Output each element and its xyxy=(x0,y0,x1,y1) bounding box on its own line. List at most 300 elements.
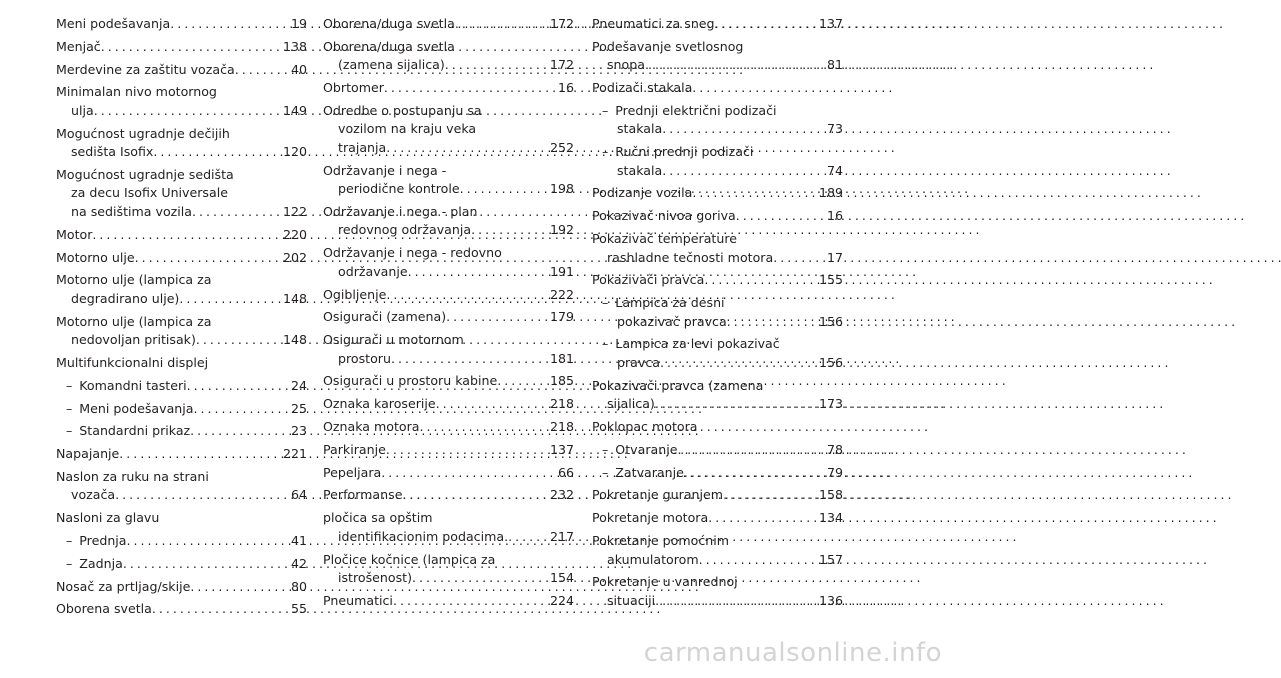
dot-leader xyxy=(402,486,544,505)
index-column-2 xyxy=(323,15,574,615)
index-entry-line xyxy=(602,294,843,313)
index-entry xyxy=(592,509,843,528)
index-entry-line xyxy=(592,395,843,414)
index-entry-title: prostoru xyxy=(338,350,391,366)
dot-leader xyxy=(381,464,552,483)
index-entry-line xyxy=(56,354,307,373)
page-number[interactable]: 181 xyxy=(549,350,574,366)
index-entry xyxy=(592,532,843,569)
page-number[interactable]: 158 xyxy=(818,487,843,503)
dot-leader xyxy=(190,422,285,441)
dot-leader xyxy=(170,15,285,34)
index-entry xyxy=(56,578,307,597)
dot-leader xyxy=(127,532,285,551)
index-entry-title: Pokazivač temperature xyxy=(592,231,738,247)
page-number[interactable]: 122 xyxy=(282,203,307,219)
dot-leader xyxy=(92,226,277,245)
page-number[interactable]: 148 xyxy=(282,290,307,306)
index-entry-title: Napajanje xyxy=(56,446,120,462)
index-entry-line xyxy=(323,509,574,528)
index-subentry xyxy=(592,441,843,460)
index-entry-title: Mogućnost ugradnje dečijih xyxy=(56,125,230,141)
dot-leader xyxy=(94,102,277,121)
index-entry xyxy=(592,184,843,203)
page-number[interactable]: 40 xyxy=(290,61,307,77)
page-number[interactable]: 217 xyxy=(549,528,574,544)
index-entry-line xyxy=(592,56,843,75)
index-entry-line xyxy=(66,532,307,551)
index-entry-line xyxy=(323,139,574,158)
index-entry xyxy=(592,79,843,98)
index-entry-line xyxy=(592,79,843,98)
index-entry xyxy=(323,308,574,327)
index-entry xyxy=(592,573,843,610)
page-number[interactable]: 155 xyxy=(818,272,843,288)
page-number[interactable]: 154 xyxy=(549,570,574,586)
index-entry xyxy=(56,166,307,222)
index-entry-line xyxy=(323,308,574,327)
index-entry-title: Pokazivači pravca xyxy=(592,272,705,288)
dot-leader xyxy=(420,418,544,437)
dot-leader xyxy=(391,350,544,369)
index-entry-title: Menjač xyxy=(56,38,101,54)
page-number[interactable]: 19 xyxy=(290,16,307,31)
index-entry-line xyxy=(56,203,307,222)
index-entry-title: vozača xyxy=(71,487,116,503)
index-entry-line xyxy=(592,486,843,505)
index-entry-title: redovnog održavanja xyxy=(338,222,472,238)
index-entry-line xyxy=(602,335,843,354)
index-entry-title: Meni podešavanja xyxy=(56,16,171,31)
index-entry xyxy=(592,207,843,226)
index-entry xyxy=(323,395,574,414)
index-entry-title: Nasloni za glavu xyxy=(56,510,160,526)
dot-leader xyxy=(386,286,544,305)
page-number[interactable]: 232 xyxy=(549,487,574,503)
page-number[interactable]: 172 xyxy=(549,16,574,31)
index-entry-line xyxy=(602,162,843,181)
index-entry-title: Parkiranje xyxy=(323,441,386,457)
page-number[interactable]: 24 xyxy=(290,377,307,393)
dot-leader xyxy=(699,551,813,570)
index-entry xyxy=(56,468,307,505)
index-entry-line xyxy=(602,143,843,162)
page-number[interactable]: 134 xyxy=(818,510,843,526)
index-entry-title: Održavanje i nega - redovno xyxy=(323,245,502,261)
index-subentry xyxy=(56,400,307,419)
index-subentry xyxy=(592,464,843,483)
page-number[interactable]: 252 xyxy=(549,139,574,155)
index-entry-title: Podizanje vozila xyxy=(592,185,693,201)
index-entry-title: stakala xyxy=(617,162,663,178)
dot-leader xyxy=(736,207,821,226)
index-entry-title: Oborena/duga svetla xyxy=(323,38,455,54)
index-entry-line xyxy=(323,263,574,282)
page-number[interactable]: 64 xyxy=(290,487,307,503)
dot-leader xyxy=(179,290,277,309)
page-number[interactable]: 192 xyxy=(549,222,574,238)
index-entry-line xyxy=(323,331,574,350)
index-entry xyxy=(56,125,307,162)
index-entry-title: Podizači stakala xyxy=(592,80,693,96)
index-entry-line xyxy=(323,418,574,437)
index-entry-line xyxy=(56,313,307,332)
dot-leader xyxy=(386,441,544,460)
index-entry-title: istrošenost) xyxy=(338,570,413,586)
index-entry xyxy=(323,286,574,305)
index-entry-title: ulja xyxy=(71,102,94,118)
index-subentry xyxy=(592,335,843,372)
index-entry xyxy=(323,102,574,158)
page-number[interactable]: 74 xyxy=(826,162,843,178)
page-number[interactable]: 81 xyxy=(826,57,843,73)
index-entry xyxy=(323,162,574,199)
page-number[interactable]: 189 xyxy=(818,185,843,201)
page-number[interactable]: 55 xyxy=(290,601,307,617)
index-entry xyxy=(592,271,843,290)
page-number[interactable]: 156 xyxy=(818,354,843,370)
page-number[interactable]: 25 xyxy=(290,400,307,416)
index-entry-title: Osigurači (zamena) xyxy=(323,309,447,325)
index-entry-title: snopa xyxy=(607,57,645,73)
index-subentry xyxy=(56,377,307,396)
index-entry-title: periodične kontrole xyxy=(338,181,460,197)
index-entry-title: Nosač za prtljag/skije xyxy=(56,578,191,594)
index-entry xyxy=(56,83,307,120)
page-number[interactable]: 221 xyxy=(282,446,307,462)
page-number[interactable]: 138 xyxy=(282,38,307,54)
index-subentry xyxy=(592,102,843,139)
index-entry-line xyxy=(56,271,307,290)
index-entry-line xyxy=(323,203,574,222)
index-entry-line xyxy=(56,445,307,464)
index-entry-line xyxy=(592,592,843,611)
page-number[interactable]: 137 xyxy=(549,441,574,457)
index-entry xyxy=(56,15,307,34)
dot-leader xyxy=(384,79,552,98)
index-entry-title: pravca xyxy=(617,354,660,370)
index-entry-line xyxy=(323,180,574,199)
index-entry-line xyxy=(323,286,574,305)
index-entry-title: sijalica) xyxy=(607,396,655,412)
index-entry-title: Naslon za ruku na strani xyxy=(56,468,209,484)
index-entry-line xyxy=(56,486,307,505)
index-entry-line xyxy=(323,464,574,483)
index-entry-title: Pneumatici za sneg xyxy=(592,16,715,31)
index-entry-title: Motorno ulje xyxy=(56,249,135,265)
index-entry xyxy=(56,38,307,57)
index-entry-title: sedišta Isofix xyxy=(71,144,154,160)
index-entry-title: Prednja xyxy=(79,533,127,549)
subentry-dash: – xyxy=(602,441,609,457)
index-entry-title: Odredbe o postupanju sa xyxy=(323,102,482,118)
index-entry-line xyxy=(56,83,307,102)
index-entry-title: Oborena/duga svetla xyxy=(323,16,455,31)
dot-leader xyxy=(386,139,544,158)
index-entry-line xyxy=(56,166,307,185)
index-entry-line xyxy=(56,600,307,619)
index-entry-title: pločica sa opštim xyxy=(323,510,433,526)
index-entry xyxy=(323,418,574,437)
index-entry-line xyxy=(56,143,307,162)
index-entry-line xyxy=(592,573,843,592)
index-entry-line xyxy=(602,464,843,483)
index-entry-title: Osigurači u prostoru kabine xyxy=(323,373,498,389)
page-number[interactable]: 41 xyxy=(290,533,307,549)
page-number[interactable]: 185 xyxy=(549,373,574,389)
index-entry-title: Otvaranje xyxy=(615,441,678,457)
subentry-dash: – xyxy=(602,295,609,311)
subentry-dash: – xyxy=(66,400,73,416)
dot-leader xyxy=(135,249,277,268)
index-entry-title: Pokretanje pomoćnim xyxy=(592,533,730,549)
index-entry-title: Meni podešavanja xyxy=(79,400,194,416)
index-entry-line xyxy=(56,226,307,245)
index-entry-line xyxy=(323,221,574,240)
dot-leader xyxy=(677,441,821,460)
index-entry-title: za decu Isofix Universale xyxy=(71,185,228,201)
index-entry-title: Oznaka karoserije xyxy=(323,396,436,412)
index-entry-title: Pokretanje guranjem xyxy=(592,487,724,503)
index-entry-title: (zamena sijalica) xyxy=(338,57,445,73)
dot-leader xyxy=(123,555,285,574)
index-entry xyxy=(56,226,307,245)
index-entry xyxy=(323,464,574,483)
index-entry-title: Održavanje i nega - plan xyxy=(323,203,478,219)
page-number[interactable]: 220 xyxy=(282,226,307,242)
page-number[interactable]: 137 xyxy=(818,16,843,31)
index-entry-title: degradirano ulje) xyxy=(71,290,180,306)
dot-leader xyxy=(684,464,821,483)
index-entry-line xyxy=(323,350,574,369)
dot-leader xyxy=(471,221,544,240)
index-entry-title: Ručni prednji podizači xyxy=(615,144,754,160)
index-entry xyxy=(56,600,307,619)
index-entry-line xyxy=(56,184,307,203)
page-number[interactable]: 23 xyxy=(290,423,307,439)
page-number[interactable]: 191 xyxy=(549,263,574,279)
index-entry-line xyxy=(323,120,574,139)
dot-leader xyxy=(715,15,813,34)
index-entry xyxy=(56,61,307,80)
index-entry xyxy=(323,486,574,505)
page-number[interactable]: 173 xyxy=(818,396,843,412)
dot-leader xyxy=(460,180,544,199)
dot-leader xyxy=(704,271,813,290)
page-number[interactable]: 157 xyxy=(818,551,843,567)
index-entry-title: situaciji xyxy=(607,592,656,608)
page-number[interactable]: 222 xyxy=(549,286,574,302)
index-entry-title: Multifunkcionalni displej xyxy=(56,354,209,370)
index-entry xyxy=(323,331,574,368)
index-entry xyxy=(56,249,307,268)
dot-leader xyxy=(662,162,821,181)
dot-leader xyxy=(190,578,285,597)
dot-leader xyxy=(645,56,821,75)
subentry-dash: – xyxy=(66,555,73,571)
index-entry-title: Motor xyxy=(56,226,93,242)
index-entry-line xyxy=(66,377,307,396)
index-entry-line xyxy=(592,532,843,551)
index-entry xyxy=(323,592,574,611)
index-entry-title: Pokretanje motora xyxy=(592,510,709,526)
index-entry-title: Zatvaranje xyxy=(615,464,684,480)
page-number[interactable]: 73 xyxy=(826,121,843,137)
index-entry-line xyxy=(323,15,574,34)
index-entry-line xyxy=(602,102,843,121)
page-number[interactable]: 218 xyxy=(549,419,574,435)
index-entry-line xyxy=(323,162,574,181)
index-entry-line xyxy=(323,551,574,570)
index-entry-line xyxy=(592,207,843,226)
dot-leader xyxy=(655,592,813,611)
dot-leader xyxy=(412,569,544,588)
index-entry-line xyxy=(323,395,574,414)
index-entry-line xyxy=(56,509,307,528)
index-entry-title: Pokazivač nivoa goriva xyxy=(592,208,736,224)
dot-leader xyxy=(192,203,277,222)
index-entry xyxy=(323,372,574,391)
index-entry-line xyxy=(56,290,307,309)
dot-leader xyxy=(662,120,821,139)
page-number[interactable]: 120 xyxy=(282,144,307,160)
index-entry-line xyxy=(592,249,843,268)
index-entry xyxy=(56,509,307,528)
index-entry-title: Motorno ulje (lampica za xyxy=(56,272,212,288)
page-number[interactable]: 172 xyxy=(549,57,574,73)
dot-leader xyxy=(446,308,544,327)
dot-leader xyxy=(393,592,544,611)
dot-leader xyxy=(153,143,277,162)
index-entry xyxy=(56,445,307,464)
dot-leader xyxy=(101,38,277,57)
index-entry-line xyxy=(323,38,574,57)
index-entry-line xyxy=(602,313,843,332)
dot-leader xyxy=(408,263,544,282)
index-entry-title: rashladne tečnosti motora xyxy=(607,249,774,265)
index-entry-title: Pokretanje u vanrednoj xyxy=(592,574,738,590)
dot-leader xyxy=(727,313,813,332)
page-number[interactable]: 218 xyxy=(549,396,574,412)
dot-leader xyxy=(455,15,544,34)
index-entry-line xyxy=(56,578,307,597)
index-entry-title: Komandni tasteri xyxy=(79,377,187,393)
page-number[interactable]: 78 xyxy=(826,441,843,457)
index-entry-title: Poklopac motora xyxy=(592,419,698,435)
index-entry-line xyxy=(56,468,307,487)
page-number[interactable]: 149 xyxy=(282,102,307,118)
index-entry-title: Lampica za levi pokazivač xyxy=(615,336,780,352)
page-number[interactable]: 79 xyxy=(826,464,843,480)
index-entry-line xyxy=(592,230,843,249)
index-entry-line xyxy=(602,120,843,139)
dot-leader xyxy=(436,395,544,414)
index-entry-title: akumulatorom xyxy=(607,551,699,567)
index-entry xyxy=(592,377,843,414)
dot-leader xyxy=(152,600,285,619)
index-entry-title: Ogibljenje xyxy=(323,286,387,302)
index-entry-title: Minimalan nivo motornog xyxy=(56,84,217,100)
index-entry-line xyxy=(602,441,843,460)
subentry-dash: – xyxy=(66,533,73,549)
index-entry-title: Obrtomer xyxy=(323,80,384,96)
dot-leader xyxy=(692,184,813,203)
index-entry-line xyxy=(323,528,574,547)
index-subentry xyxy=(56,532,307,551)
page-number[interactable]: 16 xyxy=(826,208,843,224)
dot-leader xyxy=(193,400,284,419)
index-entry xyxy=(323,15,574,34)
index-entry xyxy=(592,15,843,34)
index-entry-title: identifikacionim podacima. xyxy=(338,528,509,544)
page-number[interactable]: 148 xyxy=(282,332,307,348)
page-number[interactable]: 80 xyxy=(290,578,307,594)
index-entry-line xyxy=(323,102,574,121)
index-entry-title: Pločice kočnice (lampica za xyxy=(323,551,496,567)
index-subentry xyxy=(592,294,843,331)
index-entry xyxy=(323,441,574,460)
index-entry-title: Pokazivači pravca (zamena xyxy=(592,377,764,393)
index-entry-line xyxy=(323,79,574,98)
watermark-text: carmanualsonline.info xyxy=(643,638,942,668)
index-entry xyxy=(56,271,307,308)
index-subentry xyxy=(56,555,307,574)
page-number[interactable]: 42 xyxy=(290,555,307,571)
index-entry-title: trajanja xyxy=(338,139,387,155)
index-entry-line xyxy=(592,509,843,528)
index-entry xyxy=(323,38,574,75)
dot-leader xyxy=(187,377,285,396)
page-number[interactable]: 136 xyxy=(818,592,843,608)
dot-leader xyxy=(655,395,813,414)
index-entry-title: stakala xyxy=(617,121,663,137)
index-entry-line xyxy=(592,38,843,57)
index-entry-line xyxy=(56,61,307,80)
page-number[interactable]: 156 xyxy=(818,313,843,329)
index-entry xyxy=(323,509,574,546)
page-number[interactable]: 202 xyxy=(282,249,307,265)
index-entry-title: Podešavanje svetlosnog xyxy=(592,38,744,54)
page-number[interactable]: 16 xyxy=(557,80,574,96)
index-entry-title: Motorno ulje (lampica za xyxy=(56,313,212,329)
dot-leader xyxy=(115,486,285,505)
index-entry-line xyxy=(323,372,574,391)
dot-leader xyxy=(723,486,813,505)
index-entry xyxy=(323,203,574,240)
index-entry-line xyxy=(323,592,574,611)
index-entry xyxy=(323,79,574,98)
index-entry-line xyxy=(602,354,843,373)
index-entry-line xyxy=(56,15,307,34)
subentry-dash: – xyxy=(602,464,609,480)
dot-leader xyxy=(196,331,277,350)
index-entry xyxy=(56,313,307,350)
index-entry-line xyxy=(323,244,574,263)
page-number[interactable]: 179 xyxy=(549,309,574,325)
index-entry-title: Oborena svetla xyxy=(56,601,152,617)
index-column-3 xyxy=(592,15,843,615)
index-entry-line xyxy=(592,377,843,396)
index-entry-title: Mogućnost ugradnje sedišta xyxy=(56,166,234,182)
page-number[interactable]: 17 xyxy=(826,249,843,265)
page-number[interactable]: 66 xyxy=(557,464,574,480)
index-entry-line xyxy=(592,15,843,34)
index-entry xyxy=(323,551,574,588)
index-entry xyxy=(592,230,843,267)
page-number[interactable]: 224 xyxy=(549,592,574,608)
index-entry xyxy=(592,418,843,437)
page-number[interactable]: 198 xyxy=(549,181,574,197)
